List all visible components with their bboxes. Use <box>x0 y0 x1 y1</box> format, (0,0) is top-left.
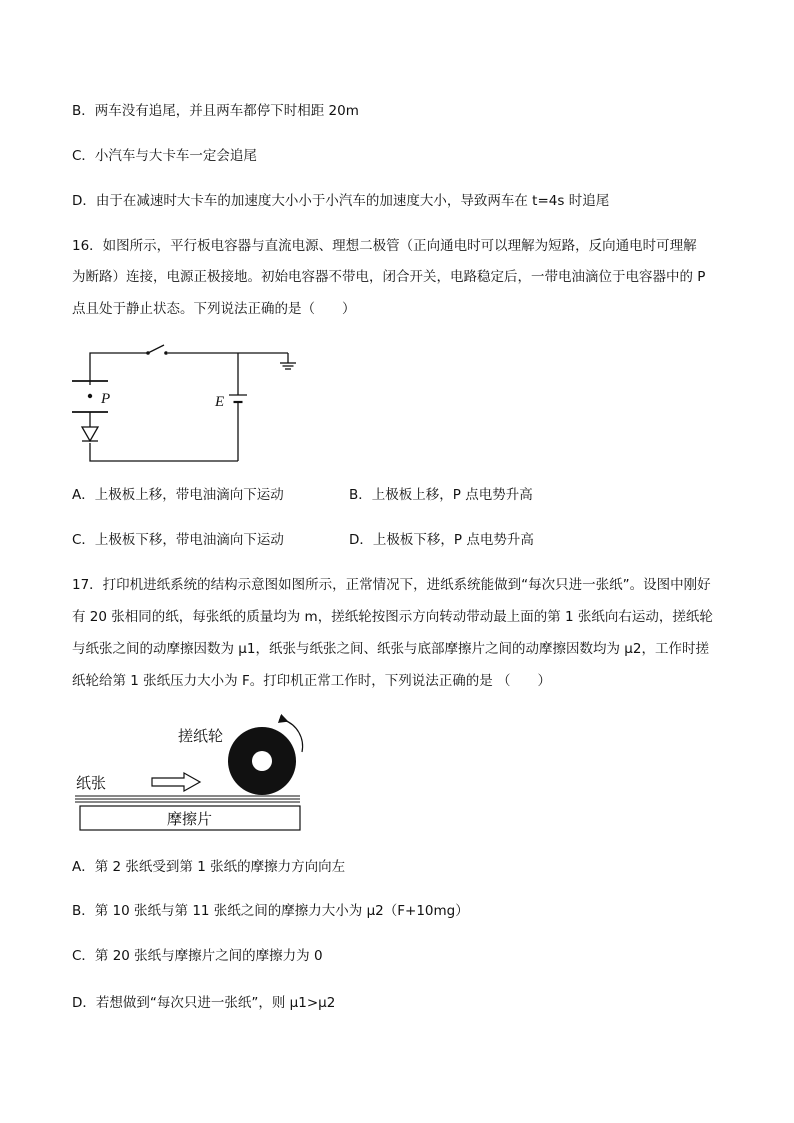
q17-option-d: D．若想做到“每次只进一张纸”，则 μ1>μ2 <box>72 995 336 1011</box>
q16-option-a: A．上极板上移，带电油滴向下运动 <box>72 487 284 503</box>
q16-stem-line2: 为断路）连接，电源正极接地。初始电容器不带电，闭合开关，电路稳定后，一带电油滴位于电容器中的 P <box>72 269 706 285</box>
q16-option-b: B．上极板上移，P 点电势升高 <box>349 487 533 503</box>
q16-circuit-diagram <box>60 335 310 470</box>
q17-option-c: C．第 20 张纸与摩擦片之间的摩擦力为 0 <box>72 948 323 964</box>
roller-label: 搓纸轮 <box>178 728 224 745</box>
q17-stem-line1: 17．打印机进纸系统的结构示意图如图所示，正常情况下，进纸系统能做到“每次只进一张纸”。设图中刚好 <box>72 577 711 593</box>
q16-option-c: C．上极板下移，带电油滴向下运动 <box>72 532 284 548</box>
direction-arrow-icon <box>152 773 200 791</box>
q16-stem-line3: 点且处于静止状态。下列说法正确的是（ ） <box>72 301 356 317</box>
q17-option-b: B．第 10 张纸与第 11 张纸之间的摩擦力大小为 μ2（F+10mg） <box>72 903 469 919</box>
q17-stem-line4: 纸轮给第 1 张纸压力大小为 F。打印机正常工作时，下列说法正确的是 （ ） <box>72 673 552 689</box>
q17-stem-line2: 有 20 张相同的纸，每张纸的质量均为 m，搓纸轮按图示方向转动带动最上面的第 1 张纸向右运动，搓纸轮 <box>72 609 713 625</box>
q16-stem-line1: 16．如图所示，平行板电容器与直流电源、理想二极管（正向通电时可以理解为短路，反向通电时可理解 <box>72 238 697 254</box>
pad-label: 摩擦片 <box>167 811 213 828</box>
q17-printer-diagram <box>70 712 310 837</box>
label-p: P <box>101 391 111 407</box>
q17-option-a: A．第 2 张纸受到第 1 张纸的摩擦力方向向左 <box>72 859 346 875</box>
q15-option-b: B．两车没有追尾，并且两车都停下时相距 20m <box>72 103 359 119</box>
q15-option-d: D．由于在减速时大卡车的加速度大小小于小汽车的加速度大小，导致两车在 t=4s 时追尾 <box>72 193 610 209</box>
label-e: E <box>215 394 225 410</box>
q16-option-d: D．上极板下移，P 点电势升高 <box>349 532 534 548</box>
q15-option-c: C．小汽车与大卡车一定会追尾 <box>72 148 257 164</box>
q17-stem-line3: 与纸张之间的动摩擦因数为 μ1，纸张与纸张之间、纸张与底部摩擦片之间的动摩擦因数均为 μ2，工作时搓 <box>72 641 709 657</box>
paper-label: 纸张 <box>76 775 107 792</box>
